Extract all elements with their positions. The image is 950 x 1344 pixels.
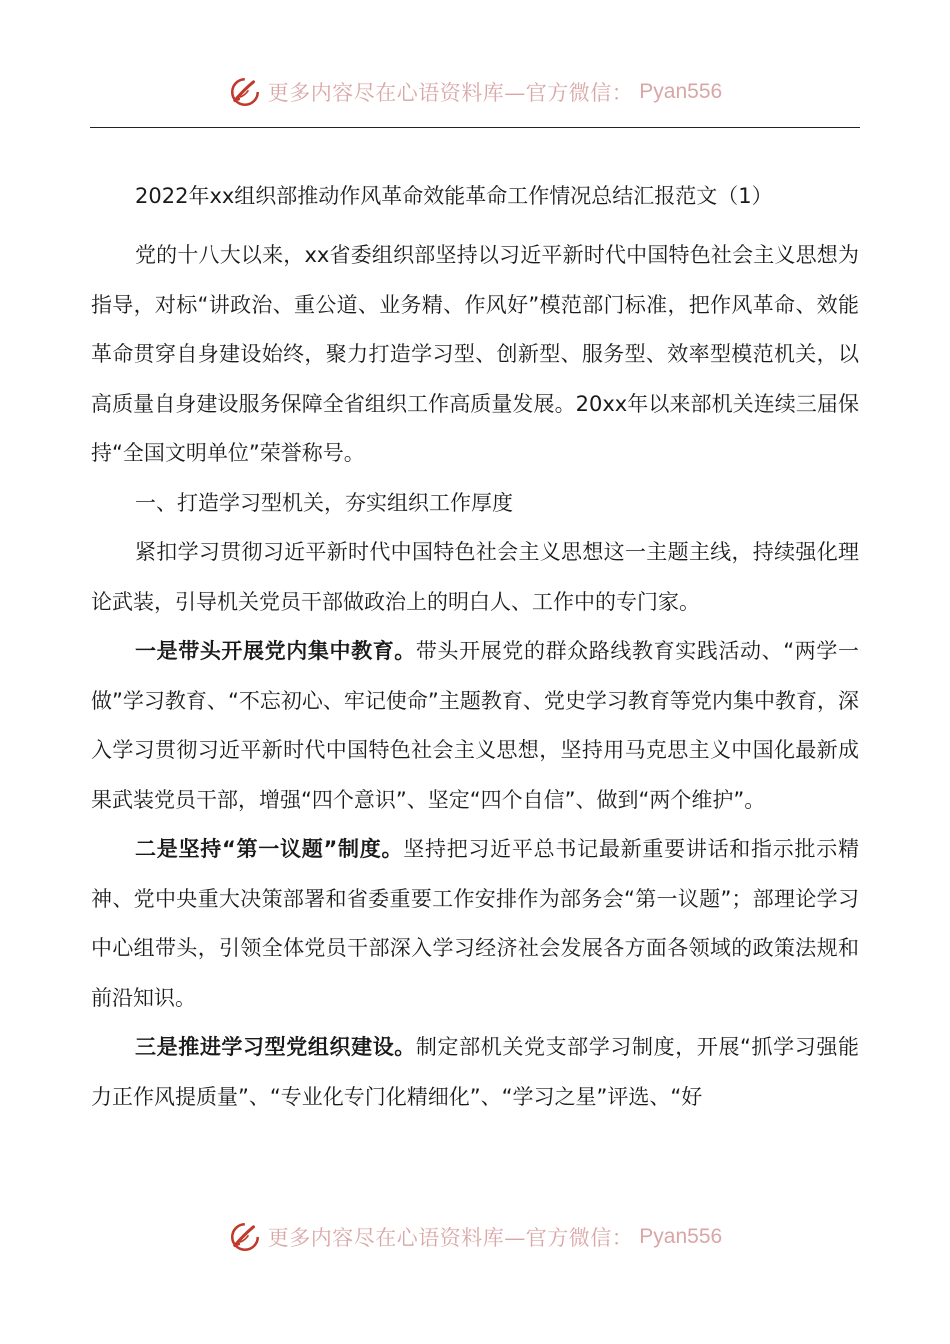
point-3-heading: 三是推进学习型党组织建设。 [135, 1035, 416, 1059]
watermark-text: 更多内容尽在心语资料库—官方微信： [267, 1226, 634, 1250]
watermark-wechat-id: Pyan556 [639, 1225, 723, 1248]
watermark-text: 更多内容尽在心语资料库—官方微信： [267, 81, 634, 105]
paragraph-point-3 [91, 1023, 859, 1122]
paragraph-point-1 [91, 627, 859, 825]
point-2-heading: 二是坚持“第一议题”制度。 [135, 837, 404, 861]
paragraph-section-1-intro: 紧扣学习贯彻习近平新时代中国特色社会主义思想这一主题主线，持续强化理论武装，引导机关党员干部做政治上的明白人、工作中的专门家。 [91, 540, 859, 614]
document-title: 2022年xx组织部推动作风革命效能革命工作情况总结汇报范文（1） [135, 184, 773, 208]
point-1-text: 带头开展党的群众路线教育实践活动、“两学一做”学习教育、“不忘初心、牢记使命”主题教育、党史学习教育等党内集中教育，深入学习贯彻习近平新时代中国特色社会主义思想，坚持用马克思主义中国化最新成果武装党员干部，增强“四个意识”、坚定“四个自信”、做到“两个维护”。 [91, 639, 859, 812]
header-watermark [0, 72, 950, 112]
paragraph-intro: 党的十八大以来，xx省委组织部坚持以习近平新时代中国特色社会主义思想为指导，对标“讲政治、重公道、业务精、作风好”模范部门标准，把作风革命、效能革命贯穿自身建设始终，聚力打造学习型、创新型、服务型、效率型模范机关，以高质量自身建设服务保障全省组织工作高质量发展。20xx年以来部机关连续三届保持“全国文明单位”荣誉称号。 [91, 243, 859, 465]
brush-logo-icon [228, 1220, 262, 1254]
point-3-text: 制定部机关党支部学习制度，开展“抓学习强能力正作风提质量”、“专业化专门化精细化”、“学习之星”评选、“好 [91, 1035, 859, 1109]
document-body [91, 172, 859, 1122]
section-heading-1: 一、打造学习型机关，夯实组织工作厚度 [135, 490, 513, 515]
point-2-text: 坚持把习近平总书记最新重要讲话和指示批示精神、党中央重大决策部署和省委重要工作安排作为部务会“第一议题”；部理论学习中心组带头，引领全体党员干部深入学习经济社会发展各方面各领域的政策法规和前沿知识。 [91, 837, 859, 1010]
brush-logo-icon [228, 75, 262, 109]
watermark-wechat-id: Pyan556 [639, 80, 723, 103]
header-divider [90, 127, 860, 128]
footer-watermark [0, 1217, 950, 1257]
point-1-heading: 一是带头开展党内集中教育。 [135, 639, 416, 663]
paragraph-point-2 [91, 825, 859, 1023]
